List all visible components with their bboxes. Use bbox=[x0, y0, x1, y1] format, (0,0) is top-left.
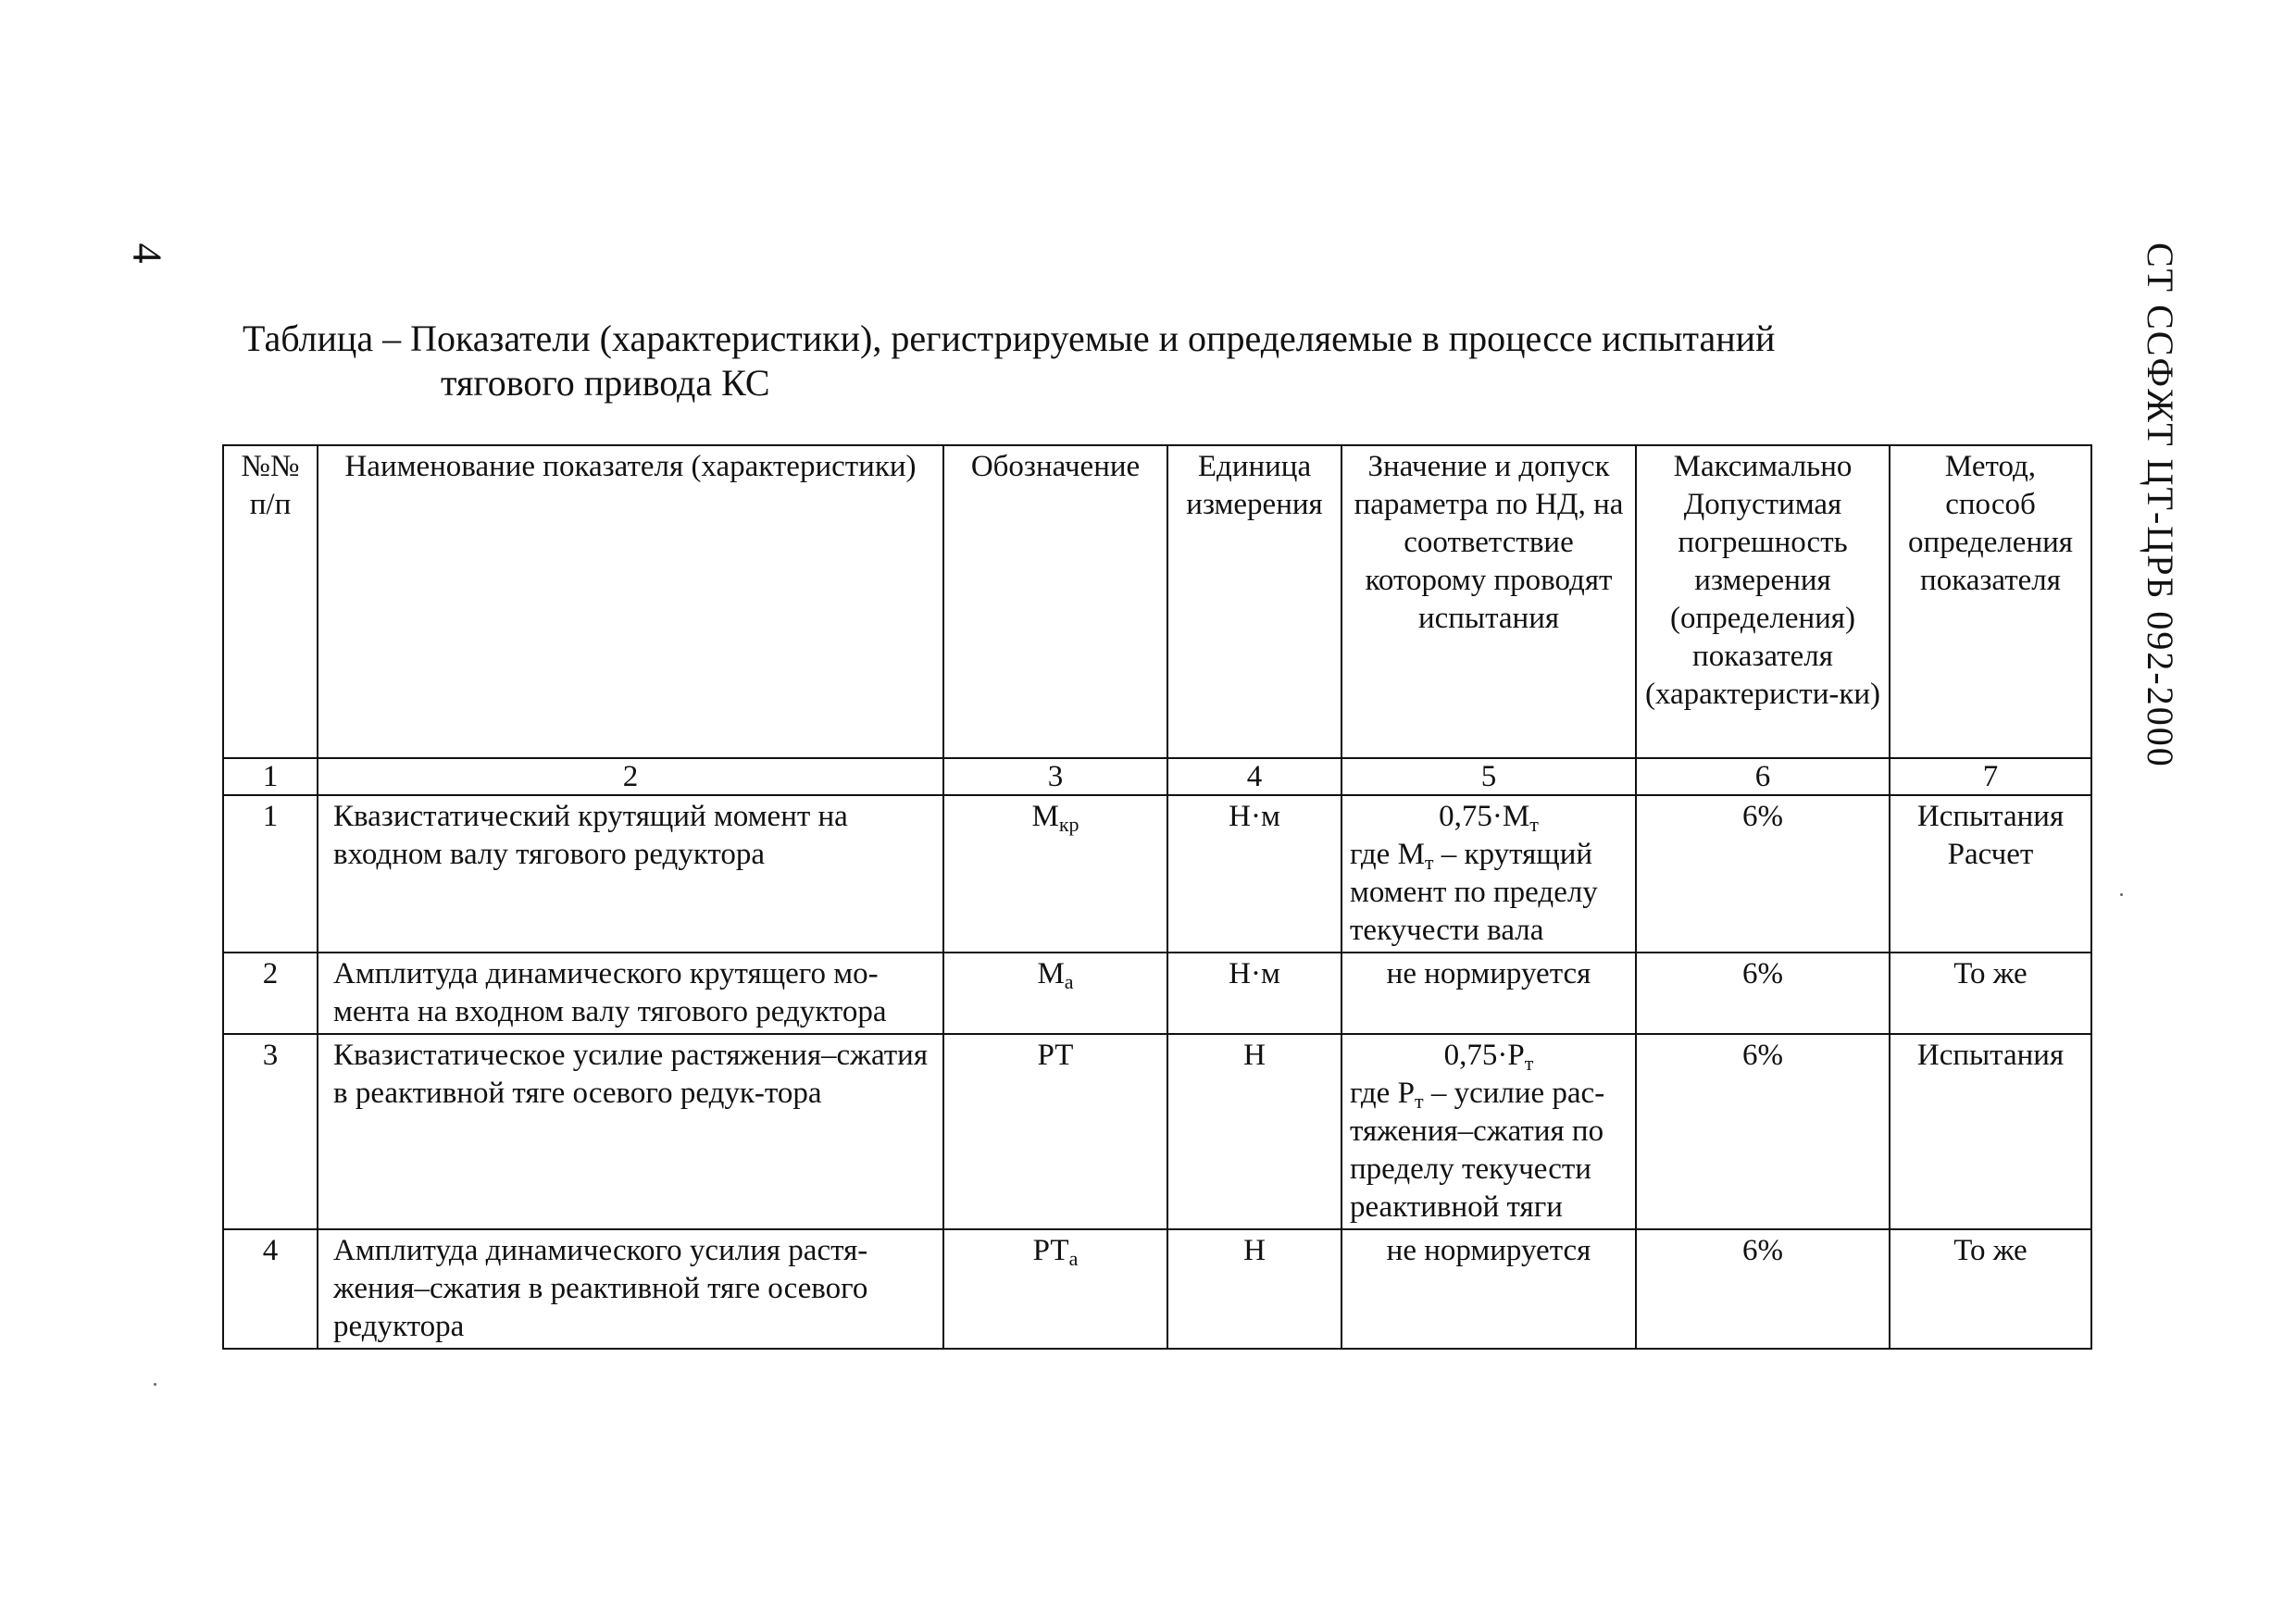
table-row bbox=[223, 1229, 2091, 1349]
table-row bbox=[223, 1034, 2091, 1229]
column-numbers-row bbox=[223, 758, 2091, 795]
row-name: Квазистатическое усилие растяжения–сжатия в реактивной тяге осевого редук-тора bbox=[318, 1034, 943, 1229]
table-caption bbox=[243, 317, 1775, 405]
column-number: 6 bbox=[1636, 758, 1890, 795]
row-unit: Н·м bbox=[1167, 953, 1341, 1034]
column-number: 1 bbox=[223, 758, 318, 795]
row-error: 6% bbox=[1636, 1229, 1890, 1349]
row-symbol: $РТ_а$ bbox=[943, 1229, 1167, 1349]
header-value: Значение и допуск параметра по НД, на соответствие которому проводят испытания bbox=[1341, 445, 1636, 758]
caption-line-1: Таблица – Показатели (характеристики), регистрируемые и определяемые в процессе испытаний bbox=[243, 318, 1776, 359]
row-value bbox=[1341, 1034, 1636, 1229]
row-symbol: $М_а$ bbox=[943, 953, 1167, 1034]
scan-speck bbox=[154, 1383, 156, 1386]
header-symbol: Обозначение bbox=[943, 445, 1167, 758]
value-description: где $Р_т$ – усилие рас-тяжения–сжатия по пределу текучести реактивной тяги bbox=[1350, 1077, 1605, 1224]
header-name: Наименование показателя (характеристики) bbox=[318, 445, 943, 758]
column-number: 7 bbox=[1890, 758, 2091, 795]
row-value: не нормируется bbox=[1341, 953, 1636, 1034]
scan-speck bbox=[2120, 893, 2123, 896]
table-header-row bbox=[223, 445, 2091, 758]
table-row bbox=[223, 953, 2091, 1034]
row-method: Испытания Расчет bbox=[1890, 795, 2091, 953]
row-unit: Н bbox=[1167, 1229, 1341, 1349]
indicators-table bbox=[222, 444, 2092, 1350]
row-num: 4 bbox=[223, 1229, 318, 1349]
column-number: 5 bbox=[1341, 758, 1636, 795]
table-row bbox=[223, 795, 2091, 953]
standard-code: СТ ССФЖТ ЦТ-ЦРБ 092-2000 bbox=[2140, 243, 2181, 768]
column-number: 4 bbox=[1167, 758, 1341, 795]
header-num: №№ п/п bbox=[223, 445, 318, 758]
header-error: Максимально Допустимая погрешность измерения (определения) показателя (характеристи-ки) bbox=[1636, 445, 1890, 758]
column-number: 2 bbox=[318, 758, 943, 795]
row-num: 3 bbox=[223, 1034, 318, 1229]
row-unit: Н·м bbox=[1167, 795, 1341, 953]
column-number: 3 bbox=[943, 758, 1167, 795]
header-method: Метод, способ определения показателя bbox=[1890, 445, 2091, 758]
row-method: То же bbox=[1890, 953, 2091, 1034]
page-number: 4 bbox=[124, 243, 170, 264]
row-value bbox=[1341, 795, 1636, 953]
row-method: Испытания bbox=[1890, 1034, 2091, 1229]
row-error: 6% bbox=[1636, 795, 1890, 953]
row-error: 6% bbox=[1636, 953, 1890, 1034]
row-method: То же bbox=[1890, 1229, 2091, 1349]
row-value: не нормируется bbox=[1341, 1229, 1636, 1349]
row-symbol: РТ bbox=[943, 1034, 1167, 1229]
row-num: 1 bbox=[223, 795, 318, 953]
value-expression: $0,75\cdot Р_т$ bbox=[1443, 1039, 1534, 1075]
row-name: Амплитуда динамического крутящего мо-мента на входном валу тягового редуктора bbox=[318, 953, 943, 1034]
caption-line-2: тягового привода КС bbox=[441, 362, 770, 404]
row-error: 6% bbox=[1636, 1034, 1890, 1229]
row-name: Амплитуда динамического усилия растя-жения–сжатия в реактивной тяге осевого редуктора bbox=[318, 1229, 943, 1349]
row-num: 2 bbox=[223, 953, 318, 1034]
row-unit: Н bbox=[1167, 1034, 1341, 1229]
header-unit: Единица измерения bbox=[1167, 445, 1341, 758]
value-description: где $М_т$ – крутящий момент по пределу текучести вала bbox=[1350, 838, 1598, 947]
row-symbol: $М_{кр}$ bbox=[943, 795, 1167, 953]
value-expression: $0,75\cdot М_т$ bbox=[1439, 800, 1539, 836]
row-name: Квазистатический крутящий момент на входном валу тягового редуктора bbox=[318, 795, 943, 953]
